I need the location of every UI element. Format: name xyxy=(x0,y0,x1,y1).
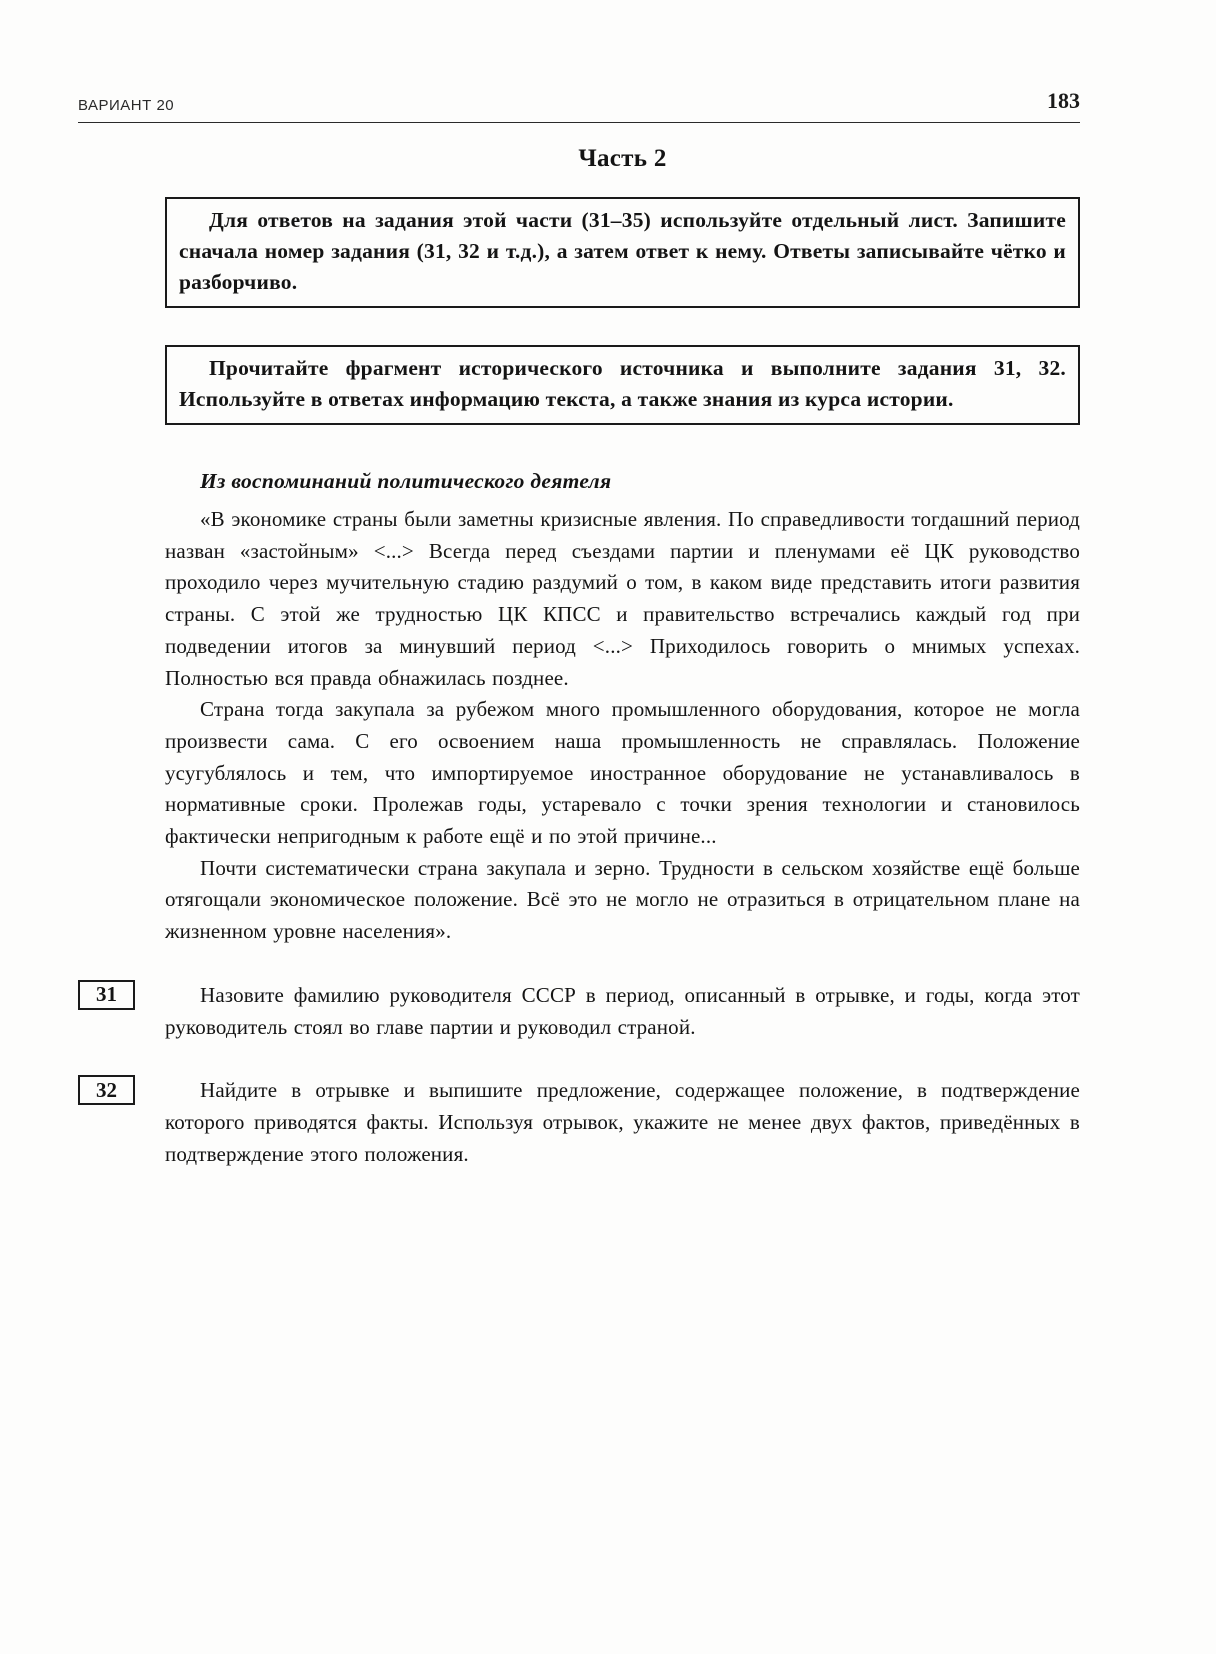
spacer xyxy=(165,425,1080,455)
task-32-number-box xyxy=(78,1075,135,1105)
task-31-number: 31 xyxy=(96,982,117,1007)
source-heading: Из воспоминаний политического деятеля xyxy=(200,469,612,493)
page-header xyxy=(78,88,1080,114)
task-32-text: Найдите в отрывке и выпишите предложение, содержащее положение, в подтверждение которого приводятся факты. Используя отрывок, укажите не менее двух фактов, приведённых в подтверждение этого положения. xyxy=(165,1078,1080,1166)
task-31-number-box xyxy=(78,980,135,1010)
task-31-text: Назовите фамилию руководителя СССР в период, описанный в отрывке, и годы, когда этот руководитель стоял во главе партии и руководил страной. xyxy=(165,982,1080,1039)
header-rule xyxy=(78,122,1080,123)
source-paragraph-2: Страна тогда закупала за рубежом много промышленного оборудования, которое не могла произвести сама. С его освоением наша промышленность не справлялась. Положение усугублялось и тем, что импортируемое иностранное оборудование не устанавливалось в нормативные сроки. Пролежав годы, устаревало с точки зрения технологии и становилось фактически непригодным к работе ещё и по этой причине... xyxy=(165,697,1080,849)
page-number: 183 xyxy=(1047,88,1080,113)
answer-instructions-text: Для ответов на задания этой части (31–35) используйте отдельный лист. Запишите сначала номер задания (31, 32 и т.д.), а затем ответ к нему. Ответы записывайте чётко и разборчиво. xyxy=(179,208,1066,294)
variant-label: ВАРИАНТ 20 xyxy=(78,97,175,114)
task-31 xyxy=(96,980,1080,1043)
task-32-number: 32 xyxy=(96,1077,117,1102)
source-paragraph-3: Почти систематически страна закупала и зерно. Трудности в сельском хозяйстве ещё больше отягощали экономическое положение. Всё это не могло не отразиться в отрицательном плане на жизненном уровне населения». xyxy=(165,855,1080,944)
source-paragraph-1: «В экономике страны были заметны кризисные явления. По справедливости тогдашний период назван «застойным» <...> Всегда перед съездами партии и пленумами её ЦК руководство проходило через мучительную стадию раздумий о том, в каком виде представить итоги развития страны. С этой же трудностью ЦК КПСС и правительство встречались каждый год при подведении итогов за минувший период <...> Приходилось говорить о мнимых успехах. Полностью вся правда обнажилась позднее. xyxy=(165,507,1080,690)
spacer xyxy=(165,308,1080,345)
task-32 xyxy=(96,1075,1080,1170)
answer-instructions-box xyxy=(165,197,1080,308)
section-title: Часть 2 xyxy=(578,145,667,172)
content-column xyxy=(96,145,1080,1170)
source-instructions-text: Прочитайте фрагмент исторического источника и выполните задания 31, 32. Используйте в ответах информацию текста, а также знания из курса истории. xyxy=(179,356,1066,411)
source-instructions-box xyxy=(165,345,1080,425)
